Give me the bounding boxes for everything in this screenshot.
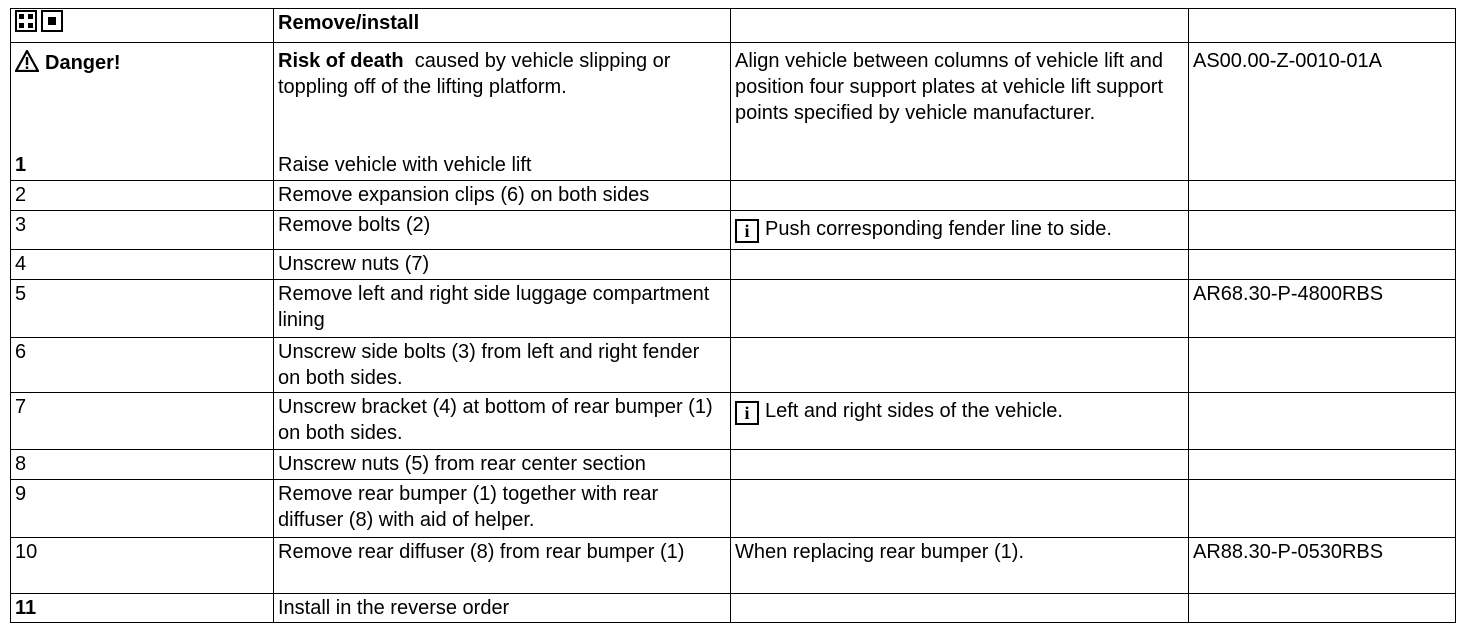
- danger-measure-text: Align vehicle between columns of vehicle lift and position four support plates at vehicle lift support points specified by vehicle manufacturer.: [735, 50, 1164, 124]
- step-note: [731, 181, 1189, 211]
- step-ref: [1189, 393, 1456, 450]
- table-row-step-11: [11, 594, 1456, 623]
- collapse-all-icon[interactable]: [41, 10, 63, 32]
- step-action: Unscrew side bolts (3) from left and right fender on both sides.: [274, 338, 731, 393]
- step-note: [731, 450, 1189, 480]
- step-note: [731, 594, 1189, 623]
- header-ref-cell: [1189, 9, 1456, 43]
- warning-triangle-icon: [15, 50, 39, 72]
- table-row-step-3: [11, 211, 1456, 250]
- danger-label: Danger!: [45, 52, 121, 74]
- table-row-step-10: [11, 538, 1456, 594]
- step-note: [731, 280, 1189, 338]
- step-note: [731, 250, 1189, 280]
- step-note-cell: [731, 211, 1189, 250]
- step-action: Remove rear diffuser (8) from rear bumper (1): [274, 538, 731, 594]
- table-row-step-7: [11, 393, 1456, 450]
- step-number: 1: [15, 154, 27, 176]
- step-note: Push corresponding fender line to side.: [765, 218, 1112, 240]
- step-action: Remove bolts (2): [274, 211, 731, 250]
- step-number: 9: [11, 480, 274, 538]
- step-ref: [1189, 338, 1456, 393]
- step-number: 2: [11, 181, 274, 211]
- step-action: Raise vehicle with vehicle lift: [278, 154, 532, 176]
- step-number: 7: [11, 393, 274, 450]
- step-action: Remove expansion clips (6) on both sides: [274, 181, 731, 211]
- step-note-cell: [731, 393, 1189, 450]
- step-ref-link[interactable]: AR88.30-P-0530RBS: [1189, 538, 1456, 594]
- step-ref: [1189, 211, 1456, 250]
- table-row-step-2: [11, 181, 1456, 211]
- step-number: 4: [11, 250, 274, 280]
- table-row-step-6: [11, 338, 1456, 393]
- step-number: 10: [11, 538, 274, 594]
- step-ref: [1189, 181, 1456, 211]
- step-ref-link[interactable]: AR68.30-P-4800RBS: [1189, 280, 1456, 338]
- step-action: Unscrew bracket (4) at bottom of rear bumper (1) on both sides.: [274, 393, 731, 450]
- step-note: When replacing rear bumper (1).: [731, 538, 1189, 594]
- step-action: Remove left and right side luggage compartment lining: [274, 280, 731, 338]
- step-ref: [1189, 480, 1456, 538]
- header-icons-cell: [11, 9, 274, 43]
- step-action: Unscrew nuts (7): [274, 250, 731, 280]
- header-title: Remove/install: [274, 9, 731, 43]
- procedure-table: [10, 8, 1456, 623]
- step-number: 8: [11, 450, 274, 480]
- step-note: [731, 338, 1189, 393]
- table-row-step-5: [11, 280, 1456, 338]
- table-row-step-4: [11, 250, 1456, 280]
- header-row: [11, 9, 1456, 43]
- step-note: [731, 480, 1189, 538]
- step-number: 5: [11, 280, 274, 338]
- step-1-number-cell: [11, 43, 274, 181]
- step-number: 11: [11, 594, 274, 623]
- step-action: Unscrew nuts (5) from rear center section: [274, 450, 731, 480]
- danger-ref-cell: [1189, 43, 1456, 181]
- step-number: 3: [11, 211, 274, 250]
- table-row-step-8: [11, 450, 1456, 480]
- step-1-action-cell: [274, 43, 731, 181]
- step-ref: [1189, 250, 1456, 280]
- risk-bold-text: Risk of death: [278, 50, 404, 72]
- table-row-step-9: [11, 480, 1456, 538]
- risk-text: caused by vehicle slipping or toppling off of the lifting platform.: [278, 50, 671, 98]
- step-number: 6: [11, 338, 274, 393]
- danger-ref-link[interactable]: AS00.00-Z-0010-01A: [1193, 50, 1383, 72]
- step-action: Install in the reverse order: [274, 594, 731, 623]
- expand-all-icon[interactable]: [15, 10, 37, 32]
- step-action: Remove rear bumper (1) together with rear diffuser (8) with aid of helper.: [274, 480, 731, 538]
- step-note: Left and right sides of the vehicle.: [765, 400, 1063, 422]
- info-icon[interactable]: i: [735, 219, 759, 243]
- info-icon[interactable]: i: [735, 401, 759, 425]
- header-note-cell: [731, 9, 1189, 43]
- step-ref: [1189, 450, 1456, 480]
- danger-measure-cell: [731, 43, 1189, 181]
- step-ref: [1189, 594, 1456, 623]
- table-row-step-1: [11, 43, 1456, 181]
